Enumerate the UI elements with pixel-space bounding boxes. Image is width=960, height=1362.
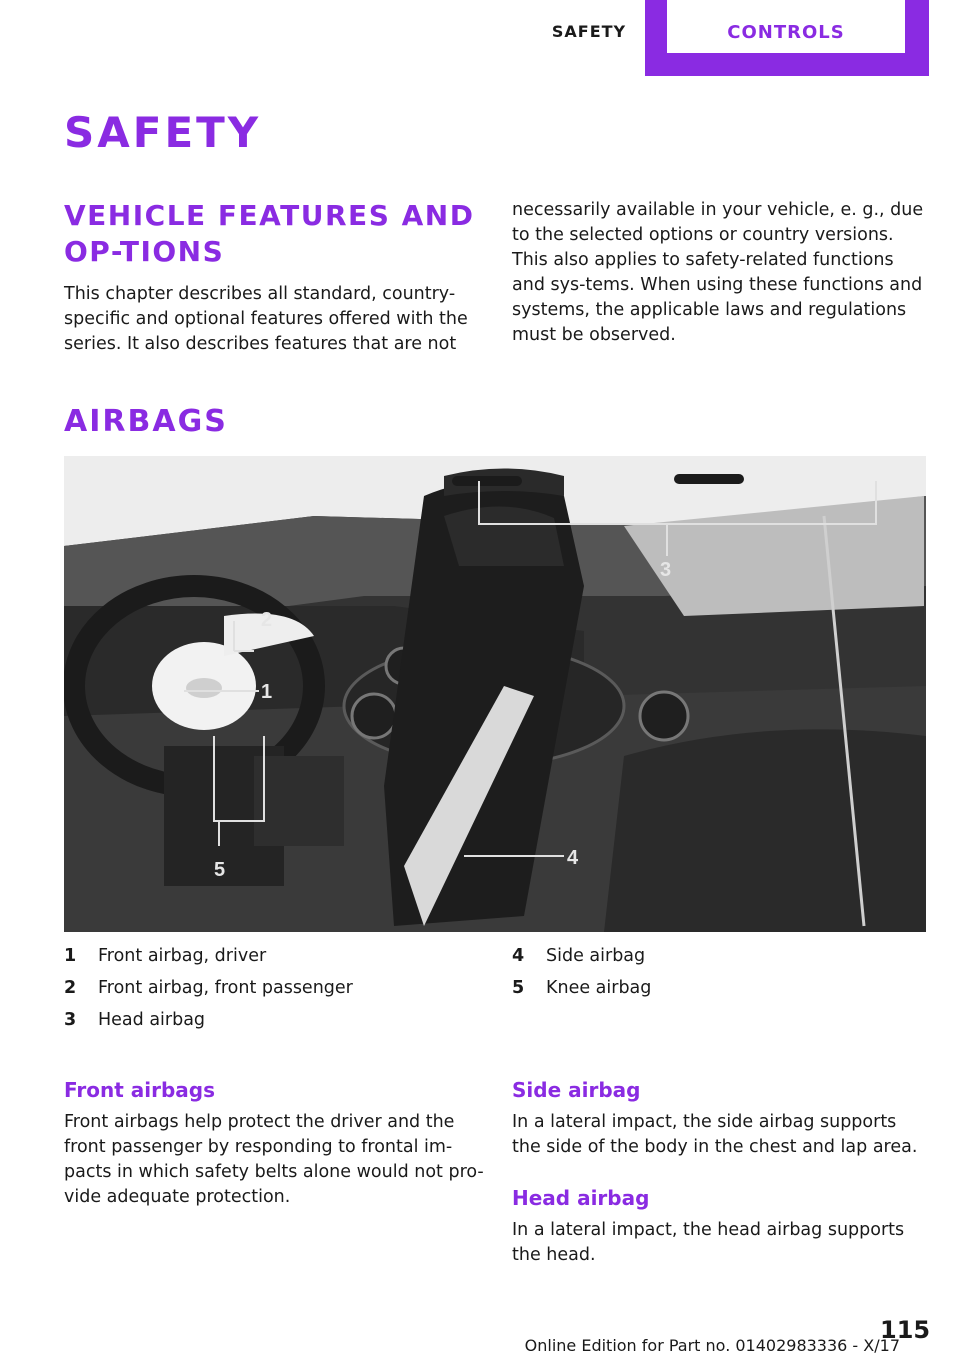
legend-item xyxy=(512,946,930,966)
side-airbag-heading: Side airbag xyxy=(512,1078,641,1102)
legend-text: Head airbag xyxy=(98,1010,206,1030)
legend-text: Knee airbag xyxy=(546,978,652,998)
header-section-label: SAFETY xyxy=(551,22,627,41)
vehicle-features-heading xyxy=(64,198,484,270)
vehicle-features-paragraph-left: This chapter describes all standard, country-specific and optional features offered with the series. It also describes features that are not xyxy=(64,284,468,354)
legend-item xyxy=(64,1010,484,1030)
header-chapter-label[interactable]: CONTROLS xyxy=(727,22,845,43)
figure-label-5: 5 xyxy=(214,859,226,881)
airbags-figure xyxy=(64,456,926,932)
figure-label-4: 4 xyxy=(567,847,579,869)
page-number: 115 xyxy=(880,1316,931,1344)
airbags-heading-text: AIRBAGS xyxy=(64,404,228,439)
head-airbag-text: In a lateral impact, the head airbag supports the head. xyxy=(512,1220,905,1265)
legend-number: 3 xyxy=(64,1010,77,1030)
vehicle-features-paragraph-right: necessarily available in your vehicle, e. g., due to the selected options or country versions. This also applies to safety-related functions and sys-tems. When using these functions and systems, the applicable laws and regulations must be observed. xyxy=(512,200,924,345)
page-title xyxy=(64,108,261,157)
vehicle-features-heading-text: VEHICLE FEATURES AND OP-TIONS xyxy=(64,199,475,268)
legend-number: 1 xyxy=(64,946,77,966)
airbags-heading xyxy=(64,404,228,439)
figure-label-1: 1 xyxy=(261,681,273,703)
front-airbags-heading: Front airbags xyxy=(64,1078,215,1102)
front-airbags-text: Front airbags help protect the driver and the front passenger by responding to frontal im-pacts in which safety belts alone would not pro-vide adequate protection. xyxy=(64,1112,484,1207)
figure-label-3: 3 xyxy=(660,559,672,581)
figure-label-2: 2 xyxy=(261,609,273,631)
head-airbag-heading: Head airbag xyxy=(512,1186,650,1210)
legend-item xyxy=(64,946,484,966)
legend-item xyxy=(64,978,484,998)
legend-text: Front airbag, driver xyxy=(98,946,267,966)
legend-number: 5 xyxy=(512,978,525,998)
legend-item xyxy=(512,978,930,998)
legend-text: Side airbag xyxy=(546,946,646,966)
footer-edition: Online Edition for Part no. 01402983336 - X/17 xyxy=(524,1336,900,1355)
car-interior-illustration xyxy=(64,456,926,932)
page-title-text: SAFETY xyxy=(64,108,262,157)
side-airbag-text: In a lateral impact, the side airbag supports the side of the body in the chest and lap area. xyxy=(512,1112,918,1157)
legend-text: Front airbag, front passenger xyxy=(98,978,353,998)
legend-number: 4 xyxy=(512,946,525,966)
legend-number: 2 xyxy=(64,978,77,998)
